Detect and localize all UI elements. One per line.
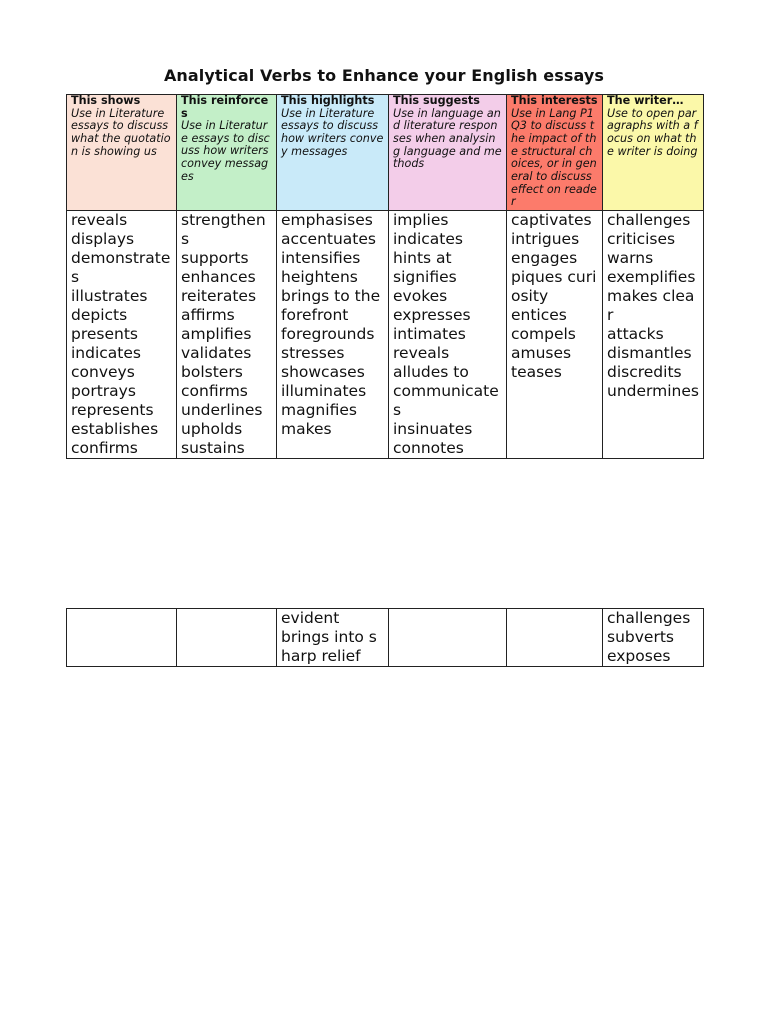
verbs-row <box>67 211 704 459</box>
verb-item: indicates <box>393 230 463 248</box>
verb-item: illuminates <box>281 382 367 400</box>
verb-item: enhances <box>181 268 256 286</box>
verb-item: confirms <box>181 382 248 400</box>
verb-item: subverts <box>607 628 674 646</box>
verb-item: portrays <box>71 382 136 400</box>
header-this-interests <box>507 95 603 211</box>
column-heading: The writer… <box>607 94 684 107</box>
verb-item: upholds <box>181 420 243 438</box>
header-row <box>67 95 704 211</box>
verbs-table <box>66 94 704 459</box>
verb-item: evident <box>281 609 340 627</box>
verb-list-cell <box>277 609 389 667</box>
verb-item: signifies <box>393 268 457 286</box>
verb-item: piques curiosity <box>511 268 597 305</box>
verb-item: engages <box>511 249 578 267</box>
verb-item: captivates <box>511 211 592 229</box>
column-description: Use in language and literature responses when analysing language and methods <box>393 106 502 171</box>
verb-item: discredits <box>607 363 682 381</box>
verb-item: reveals <box>393 344 450 362</box>
verb-item: showcases <box>281 363 365 381</box>
verb-item: attacks <box>607 325 664 343</box>
verb-item: insinuates <box>393 420 473 438</box>
verb-item: sustains <box>181 439 245 457</box>
verb-item: entices <box>511 306 567 324</box>
verb-item: makes <box>281 420 332 438</box>
verb-list-cell <box>603 211 704 459</box>
verb-item: emphasises <box>281 211 373 229</box>
verb-item: compels <box>511 325 576 343</box>
column-description: Use to open paragraphs with a focus on what the writer is doing <box>607 106 698 158</box>
verb-item: reveals <box>71 211 128 229</box>
verb-item: intimates <box>393 325 466 343</box>
verb-item: displays <box>71 230 135 248</box>
verbs-table-continued <box>66 608 704 667</box>
verb-item: challenges <box>607 609 691 627</box>
verb-item: connotes <box>393 439 464 457</box>
verb-item: amplifies <box>181 325 252 343</box>
verb-item: strengthens <box>181 211 266 248</box>
verb-item: brings into sharp relief <box>281 628 377 665</box>
verb-item: exposes <box>607 647 671 665</box>
verb-item: confirms <box>71 439 138 457</box>
verb-list-cell <box>603 609 704 667</box>
page-title: Analytical Verbs to Enhance your English essays <box>163 66 605 85</box>
verb-item: makes clear <box>607 287 695 324</box>
column-heading: This interests <box>511 94 598 107</box>
verb-item: affirms <box>181 306 235 324</box>
verb-item: represents <box>71 401 154 419</box>
column-description: Use in Lang P1 Q3 to discuss the impact of the structural choices, or in general to discuss effect on reader <box>511 106 597 209</box>
verb-item: validates <box>181 344 252 362</box>
column-description: Use in Literature essays to discuss how writers convey messages <box>281 106 384 158</box>
column-heading: This shows <box>71 94 141 107</box>
column-heading: This reinforces <box>181 94 269 120</box>
verb-item: communicates <box>393 382 499 419</box>
verb-item: expresses <box>393 306 471 324</box>
column-heading: This suggests <box>393 94 480 107</box>
verb-item: intensifies <box>281 249 361 267</box>
column-description: Use in Literature essays to discuss what the quotation is showing us <box>71 106 171 158</box>
verb-item: bolsters <box>181 363 243 381</box>
verb-item: intrigues <box>511 230 580 248</box>
verb-item: accentuates <box>281 230 376 248</box>
verb-item: criticises <box>607 230 676 248</box>
verb-list-cell <box>277 211 389 459</box>
header-this-suggests <box>389 95 507 211</box>
verb-item: illustrates <box>71 287 148 305</box>
header-this-shows <box>67 95 177 211</box>
verb-item: demonstrates <box>71 249 171 286</box>
verb-item: undermines <box>607 382 699 400</box>
verb-item: implies <box>393 211 449 229</box>
verb-item: underlines <box>181 401 263 419</box>
column-heading: This highlights <box>281 94 375 107</box>
verb-item: presents <box>71 325 138 343</box>
verb-item: stresses <box>281 344 345 362</box>
verb-list-cell <box>67 211 177 459</box>
verb-item: exemplifies <box>607 268 696 286</box>
verb-item: foregrounds <box>281 325 375 343</box>
verbs-row-continued <box>67 609 704 667</box>
verb-item: reiterates <box>181 287 257 305</box>
header-this-reinforces <box>177 95 277 211</box>
verb-item: challenges <box>607 211 691 229</box>
verb-list-cell <box>177 211 277 459</box>
verb-list-cell <box>177 609 277 667</box>
verb-item: magnifies <box>281 401 357 419</box>
verb-item: evokes <box>393 287 448 305</box>
verb-item: establishes <box>71 420 159 438</box>
verb-list-cell <box>67 609 177 667</box>
verb-item: supports <box>181 249 249 267</box>
verb-item: dismantles <box>607 344 692 362</box>
verb-item: conveys <box>71 363 135 381</box>
verb-item: alludes to <box>393 363 469 381</box>
verb-item: indicates <box>71 344 141 362</box>
verb-item: heightens <box>281 268 358 286</box>
verb-list-cell <box>389 609 507 667</box>
verb-list-cell <box>389 211 507 459</box>
verb-item: teases <box>511 363 562 381</box>
verb-list-cell <box>507 211 603 459</box>
verb-list-cell <box>507 609 603 667</box>
column-description: Use in Literature essays to discuss how writers convey messages <box>181 119 270 183</box>
verb-item: hints at <box>393 249 452 267</box>
header-the-writer <box>603 95 704 211</box>
verb-item: warns <box>607 249 654 267</box>
verb-item: brings to the forefront <box>281 287 381 324</box>
header-this-highlights <box>277 95 389 211</box>
verb-item: depicts <box>71 306 128 324</box>
verb-item: amuses <box>511 344 572 362</box>
